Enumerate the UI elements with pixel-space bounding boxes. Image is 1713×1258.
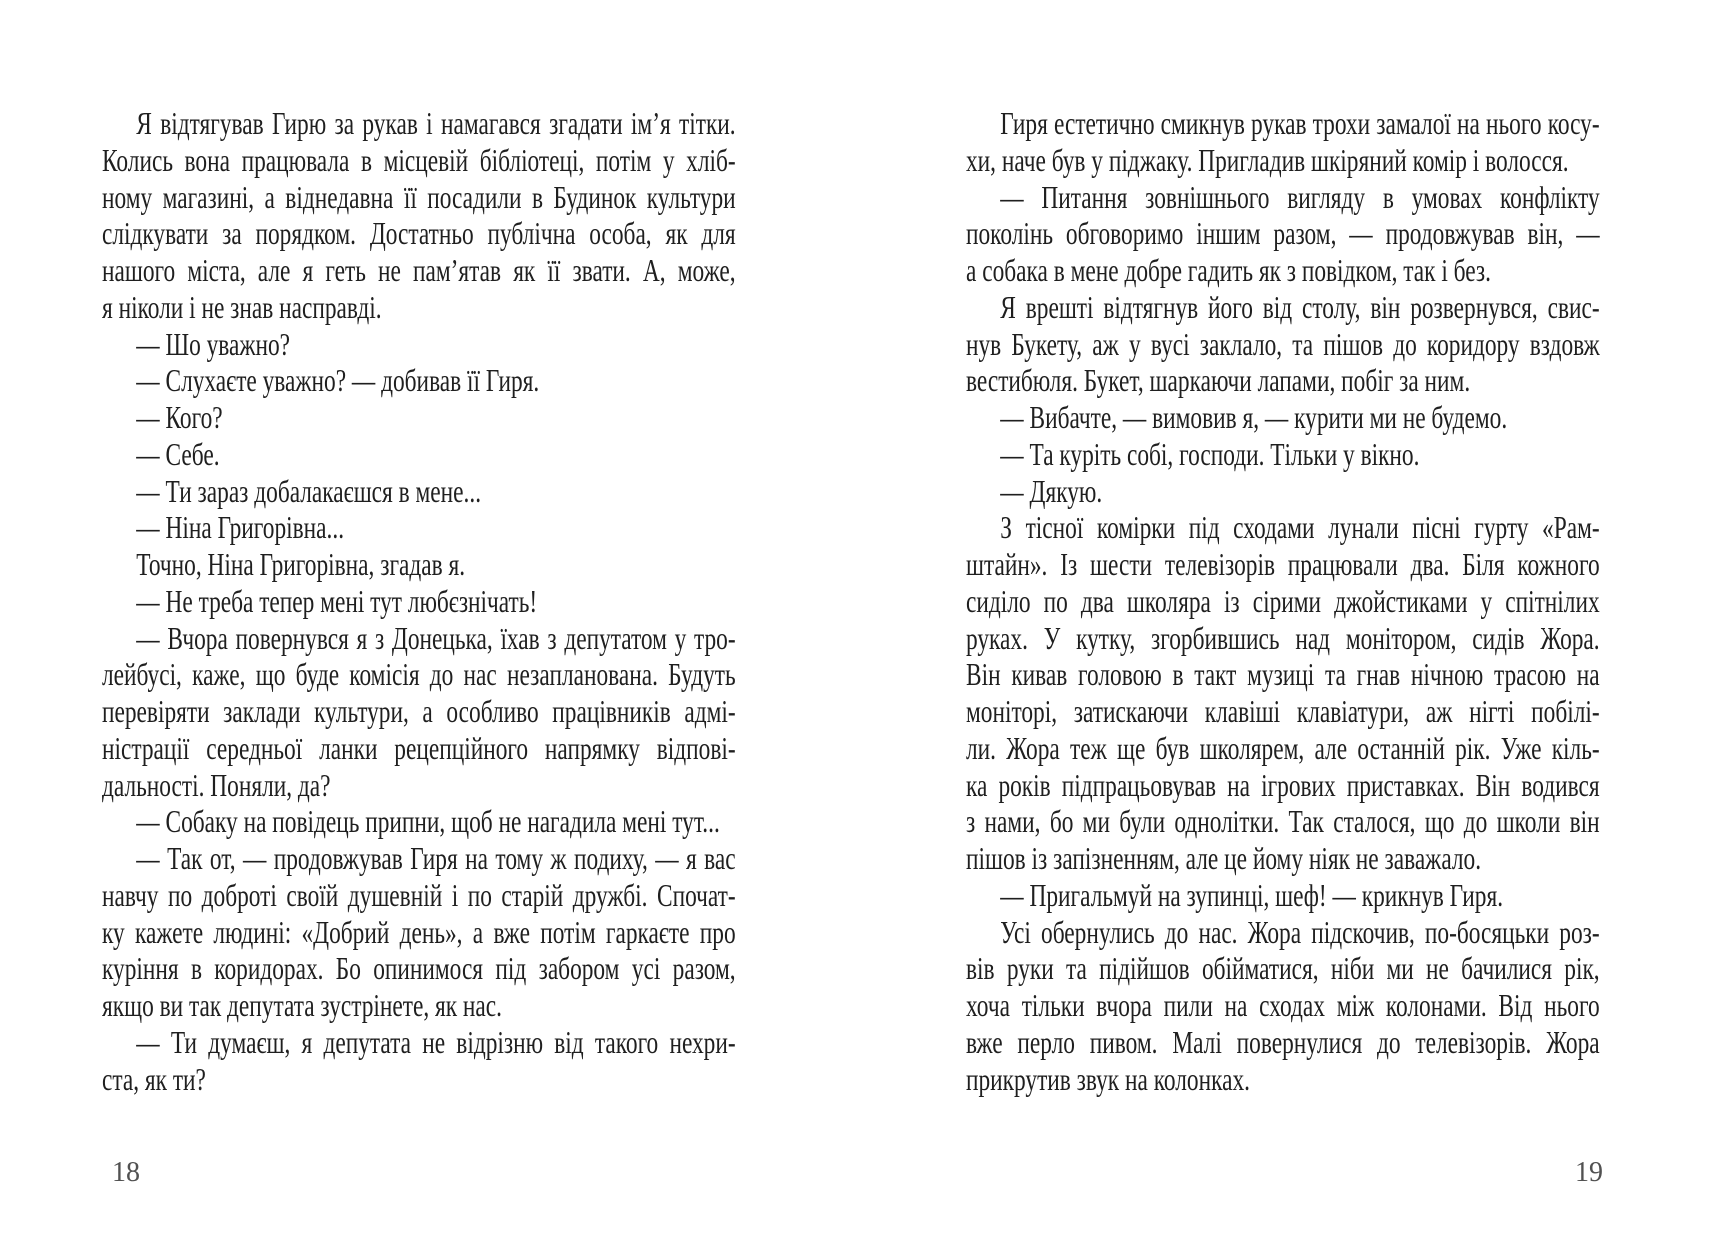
text-line: — Себе. [136,435,220,472]
page-right-text-block [966,105,1600,1097]
text-line: ста, як ти? [102,1060,206,1097]
text-line: Я врешті відтягнув його від столу, він розвернувся, свис- [1000,288,1600,325]
text-line: нув Букету, аж у вусі заклало, та пішов до коридору вздовж [966,325,1600,362]
paragraph [966,179,1600,289]
paragraph [966,473,1600,510]
paragraph [102,105,736,326]
text-line: ка років підпрацьовував на ігрових приставках. Він водився [966,766,1600,803]
text-line: — Слухаєте уважно? — добивав її Гиря. [136,362,540,399]
text-line: сиділо по два школяра із сірими джойстиками у спітнілих [966,582,1600,619]
text-line: — Вибачте, — вимовив я, — курити ми не будемо. [1000,399,1508,435]
text-line: Колись вона працювала в місцевій бібліотеці, потім у хліб- [102,141,736,178]
text-line: — Не треба тепер мені тут любєзнічать! [136,582,538,619]
text-line: поколінь обговоримо іншим разом, — продовжував він, — [966,215,1600,252]
text-line: — Ти зараз добалакаєшся в мене... [136,472,482,509]
text-line: перевіряти заклади культури, а особливо працівників адмі- [102,693,736,729]
paragraph [102,803,736,840]
text-line: — Та куріть собі, господи. Тільки у вікно. [1000,435,1420,472]
text-line: — Пригальмуй на зупинці, шеф! — крикнув Гиря. [1000,876,1504,913]
paragraph [102,473,736,510]
text-line: — Вчора повернувся я з Донецька, їхав з депутатом у тро- [136,619,736,656]
page-left-number: 18 [112,1157,140,1188]
text-line: руках. У кутку, згорбившись над монітором, сидів Жора. [966,619,1600,656]
paragraph [966,914,1600,1098]
text-line: — Так от, — продовжував Гиря на тому ж подиху, — я вас [136,840,736,876]
paragraph [966,877,1600,914]
paragraph [966,289,1600,399]
text-line: — Кого? [136,399,223,435]
paragraph [102,620,736,804]
paragraph [966,399,1600,436]
paragraph [102,399,736,436]
text-line: моніторі, затискаючи клавіші клавіатури, аж нігті побілі- [966,693,1600,729]
text-line: вів руки та підійшов обійматися, ніби ми не бачилися рік, [966,950,1600,987]
text-line: слідкувати за порядком. Достатньо публічна особа, як для [102,215,736,252]
text-line: штайн». Із шести телевізорів працювали два. Біля кожного [966,546,1600,582]
text-line: — Питання зовнішнього вигляду в умовах конфлікту [1000,178,1600,215]
paragraph [966,436,1600,473]
text-line: нашого міста, але я геть не пам’ятав як її звати. А, може, [102,252,736,288]
text-line: ністрації середньої ланки рецепційного напрямку відпові- [102,729,736,766]
page-left-text-block [102,105,736,1097]
paragraph [966,105,1600,179]
page-right [857,0,1713,1258]
text-line: — Ти думаєш, я депутата не відрізню від такого нехри- [136,1023,736,1060]
text-line: — Ніна Григорівна... [136,509,345,546]
text-line: Гиря естетично смикнув рукав трохи замалої на нього косу- [1000,105,1600,141]
paragraph [102,326,736,363]
paragraph [102,362,736,399]
text-line: куріння в коридорах. Бо опинимося під забором усі разом, [102,950,736,987]
text-line: прикрутив звук на колонках. [966,1060,1250,1097]
page-right-number: 19 [1575,1157,1603,1188]
text-line: — Дякую. [1000,472,1103,509]
text-line: Точно, Ніна Григорівна, згадав я. [136,546,466,582]
text-line: Усі обернулись до нас. Жора підскочив, по-босяцьки роз- [1000,913,1600,950]
paragraph [966,509,1600,877]
paragraph [102,546,736,583]
text-line: — Собаку на повідець припни, щоб не нагадила мені тут... [136,803,720,840]
text-line: навчу по доброті своїй душевній і по старій дружбі. Спочат- [102,876,736,913]
page-left [0,0,856,1258]
text-line: ку кажете людині: «Добрий день», а вже потім гаркаєте про [102,913,736,950]
text-line: а собака в мене добре гадить як з повідком, так і без. [966,252,1491,288]
text-line: Я відтягував Гирю за рукав і намагався згадати ім’я тітки. [136,105,736,141]
text-line: вже перло пивом. Малі повернулися до телевізорів. Жора [966,1023,1600,1060]
paragraph [102,583,736,620]
text-line: хи, наче був у піджаку. Пригладив шкіряний комір і волосся. [966,141,1569,178]
paragraph [102,509,736,546]
paragraph [102,1024,736,1098]
text-line: Він кивав головою в такт музиці та гнав нічною трасою на [966,656,1600,693]
text-line: з нами, бо ми були однолітки. Так сталося, що до школи він [966,803,1600,840]
paragraph [102,436,736,473]
text-line: якщо ви так депутата зустрінете, як нас. [102,987,503,1023]
text-line: ному магазині, а віднедавна її посадили в Будинок культури [102,178,736,215]
text-line: лейбусі, каже, що буде комісія до нас незапланована. Будуть [102,656,736,693]
text-line: ли. Жора теж ще був школярем, але останній рік. Уже кіль- [966,729,1600,766]
text-line: дальності. Поняли, да? [102,766,331,803]
text-line: хоча тільки вчора пили на сходах між колонами. Від нього [966,987,1600,1023]
text-line: я ніколи і не знав насправді. [102,288,382,325]
text-line: пішов із запізненням, але це йому ніяк не заважало. [966,840,1482,876]
text-line: — Шо уважно? [136,325,291,362]
text-line: З тісної комірки під сходами лунали пісні гурту «Рам- [1000,509,1600,546]
paragraph [102,840,736,1024]
text-line: вестибюля. Букет, шаркаючи лапами, побіг за ним. [966,362,1471,399]
